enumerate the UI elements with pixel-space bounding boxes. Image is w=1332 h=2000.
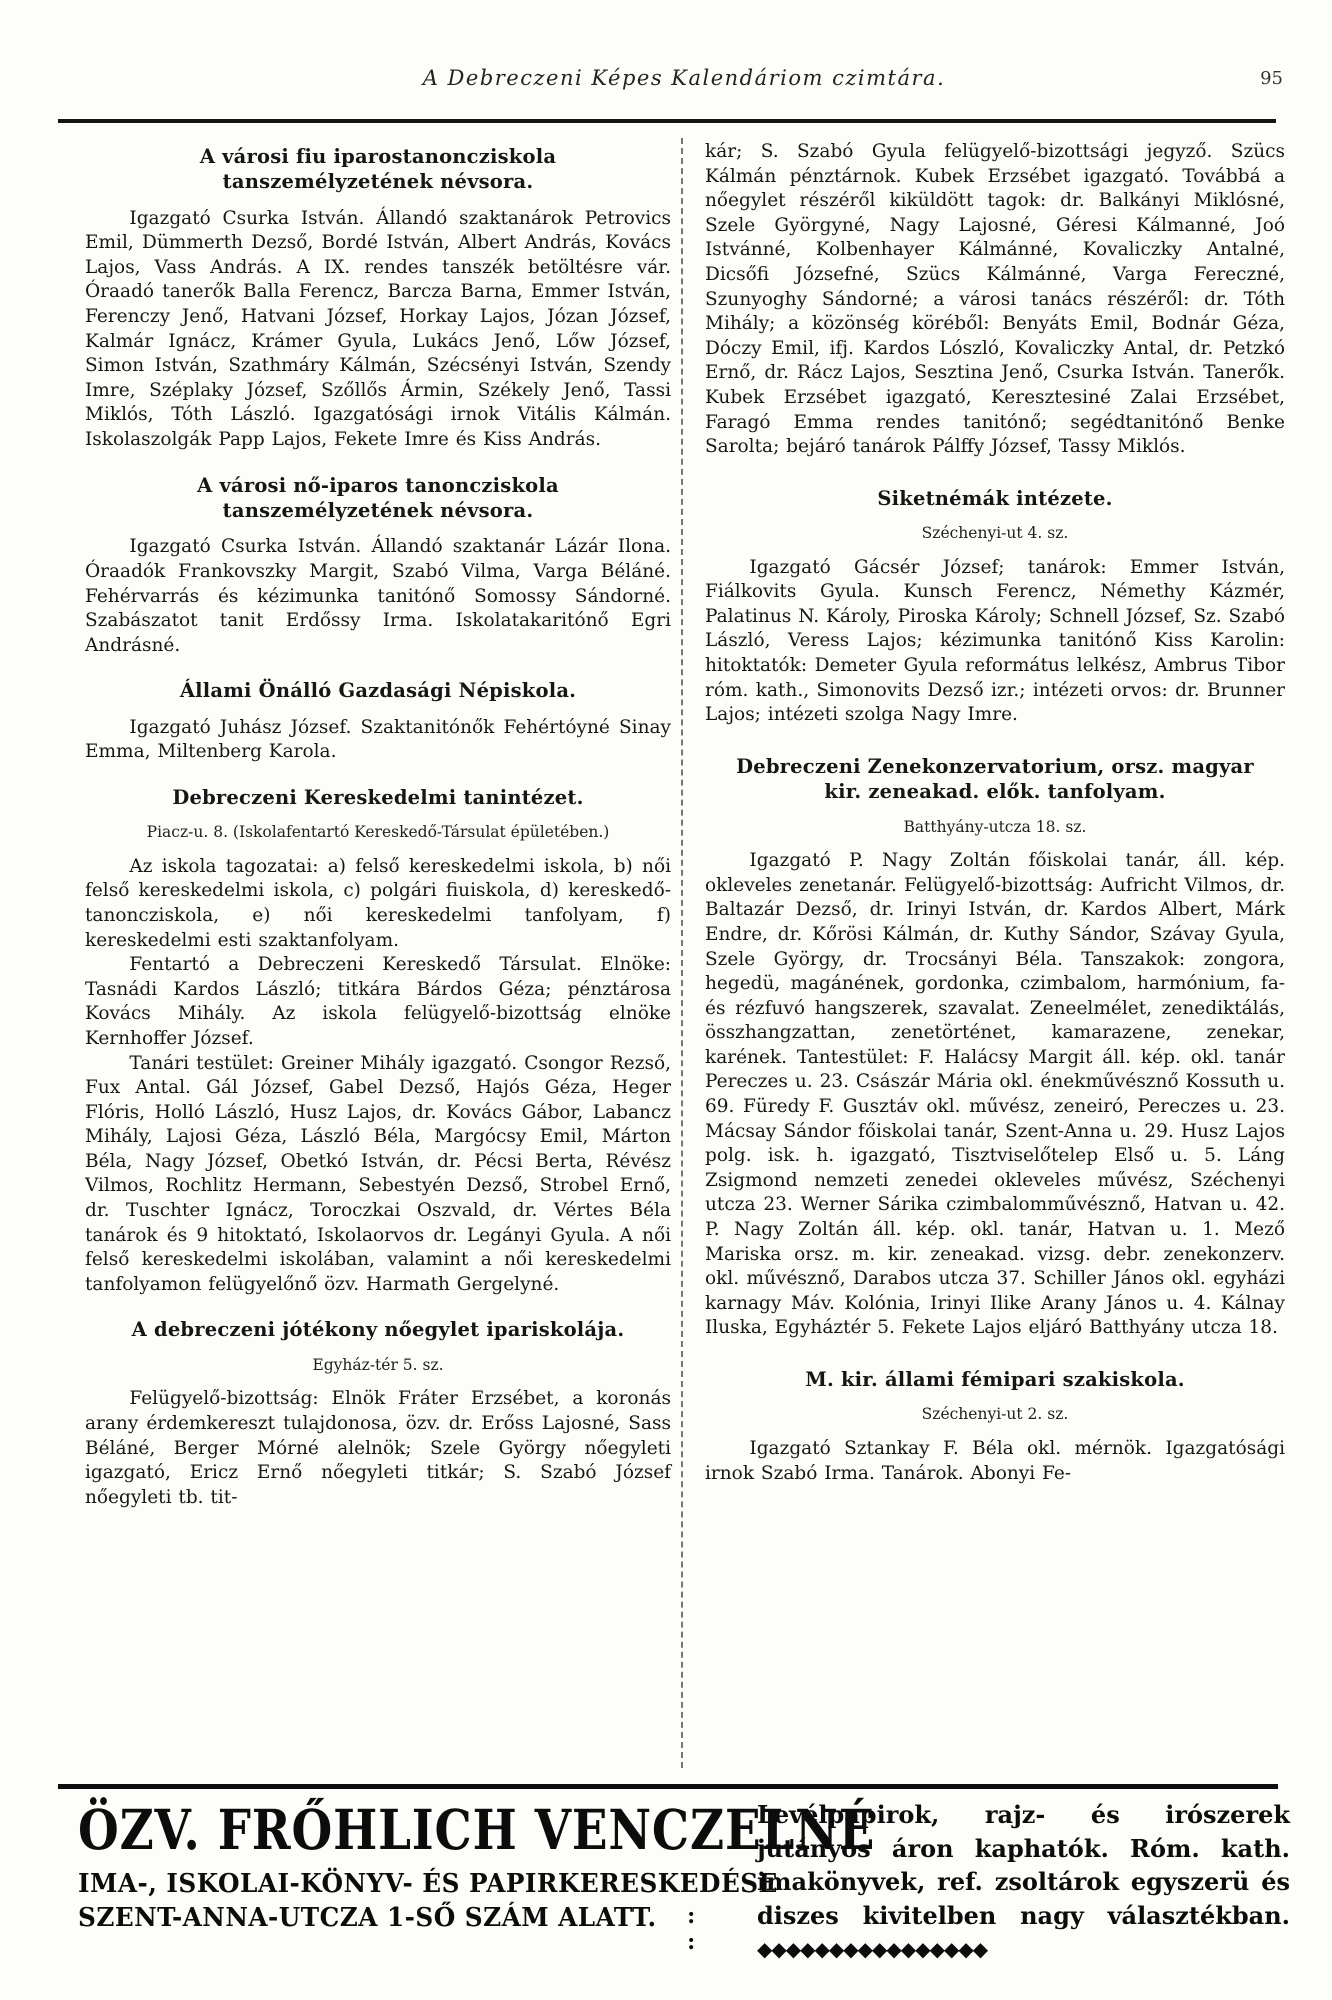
section-heading: Siketnémák intézete.	[877, 486, 1113, 510]
paragraph: Igazgató Juhász József. Szaktanitónők Fehértóyné Sinay Emma, Miltenberg Karola.	[85, 716, 671, 763]
ad-colon-mark: : :	[687, 1903, 698, 1956]
paragraph: Igazgató Csurka István. Állandó szaktanár Lázár Ilona. Óraadók Frankovszky Margit, Szabó Vilma, Varga Béláné. Fehérvarrás és kézimunka tanitónő Somossy Sándorné. Szabászatot tanit Erdőssy Irma. Iskolatakaritónő Egri Andrásné.	[85, 536, 671, 656]
section-heading: Állami Önálló Gazdasági Népiskola.	[179, 679, 577, 703]
column-separator	[681, 138, 683, 1768]
section-kereskedelmi-tanintezet	[85, 785, 671, 1298]
section-jotekony-noegylet-ipariskolaja	[85, 1317, 671, 1510]
left-column	[85, 140, 671, 1530]
paragraph: Igazgató Sztankay F. Béla okl. mérnök. Igazgatósági irnok Szabó Irma. Tanárok. Abonyi Fe-	[705, 1437, 1285, 1484]
page-header	[85, 66, 1283, 100]
section-gazdasagi-nepiskola	[85, 678, 671, 765]
paragraph: Az iskola tagozatai: a) felső kereskedelmi iskola, b) női felső kereskedelmi iskola, c) polgári fiuiskola, d) kereskedő-tanoncziskola, e) női kereskedelmi tanfolyam, f) kereskedelmi esti szaktanfolyam.	[85, 855, 671, 951]
section-heading: A városi nő-iparos tanoncziskola tanszemélyzetének névsora.	[197, 473, 559, 522]
section-fiu-iparostanoncziskola	[85, 144, 671, 453]
section-no-iparos-tanoncziskola	[85, 473, 671, 659]
section-heading: A városi fiu iparostanoncziskola tanszemélyzetének névsora.	[199, 145, 557, 194]
section-siketnemak-intezete	[705, 486, 1285, 728]
ad-title: ÖZV. FRŐHLICH VENCZELNÉ	[78, 1797, 876, 1862]
ad-address-row	[78, 1903, 718, 1955]
section-subheading: Piacz-u. 8. (Iskolafentartó Kereskedő-Társulat épületében.)	[146, 823, 610, 842]
section-heading: M. kir. állami fémipari szakiskola.	[805, 1368, 1185, 1391]
section-subheading: Széchenyi-ut 2. sz.	[921, 1405, 1069, 1424]
paragraph: Fentartó a Debreczeni Kereskedő Társulat. Elnöke: Tasnádi Kardos László; titkára Bárdos Géza; pénztárosa Kovács Mihály. Az iskola felügyelő-bizottság elnöke Kernhoffer József.	[85, 954, 671, 1049]
ad-subtitle-line: IMA-, ISKOLAI-KÖNYV- ÉS PAPIRKERESKEDÉSE	[78, 1869, 778, 1900]
section-noegylet-continuation	[705, 140, 1285, 460]
paragraph: Igazgató P. Nagy Zoltán főiskolai tanár, áll. kép. okleveles zenetanár. Felügyelő-bizottság: Aufricht Vilmos, dr. Baltazár Dezső, dr. Irinyi István, dr. Kardos Albert, Márk Endre, dr. Kőrösi Kálmán, dr. Kuthy Sándor, Szávay Gyula, Szele György, dr. Trocsányi Béla. Tanszakok: zongora, hegedü, magánének, gordonka, czimbalom, harmónium, fa- és rézfuvó hangszerek, szavalat. Zeneelmélet, zenediktálás, összhangzattan, zenetörténet, kamarazene, zenekar, karének. Tantestület: F. Halácsy Margit áll. kép. okl. tanár Pereczes u. 23. Császár Mária okl. énekművésznő Kossuth u. 69. Füredy F. Gusztáv okl. művész, zeneiró, Pereczes u. 23. Mácsay Sándor főiskolai tanár, Szent-Anna u. 29. Husz Lajos polg. isk. h. igazgató, Tisztviselőtelep Első u. 5. Láng Zsigmond nemzeti zenedei okleveles művész, Széchenyi utcza 23. Werner Sárika czimbalomművésznő, Hatvan u. 42. P. Nagy Zoltán áll. kép. okl. tanár, Hatvan u. 1. Mező Mariska orsz. m. kir. zeneakad. vizsg. debr. zenekonzerv. okl. művésznő, Darabos utcza 37. Schiller János okl. egyházi karnagy Máv. Kolónia, Irinyi Ilike Arany János u. 4. Kálnay Iluska, Egyháztér 5. Fekete Lajos eljáró Batthyány utcza 18.	[705, 850, 1285, 1339]
section-subheading: Széchenyi-ut 4. sz.	[921, 524, 1069, 543]
section-subheading: Egyház-tér 5. sz.	[312, 1355, 444, 1374]
paragraph: kár; S. Szabó Gyula felügyelő-bizottsági jegyző. Szücs Kálmán pénztárnok. Kubek Erzsébet igazgató. Továbbá a nőegylet részéről kiküldött tagok: dr. Balkányi Miklósné, Szele Györgyné, Nagy Lajosné, Géresi Kálmanné, Joó Istvánné, Kolbenhayer Kálmánné, Kovaliczky Antalné, Dicsőfi Józsefné, Szücs Kálmánné, Varga Fereczné, Szunyoghy Sándorné; a városi tanács részéről: dr. Tóth Mihály; a közönség köréből: Benyáts Emil, Bodnár Géza, Dóczy Emil, ifj. Kardos Lószló, Kovaliczky Antal, dr. Petzkó Ernő, dr. Rácz Lajos, Sesztina Jenő, Csurka István. Tanerők. Kubek Erzsébet igazgató, Keresztesiné Zalai Erzsébet, Faragó Emma rendes tanitónő; segédtanitónő Benke Sarolta; bejáró tanárok Pálffy József, Tassy Miklós.	[705, 141, 1285, 458]
section-femipari-szakiskola	[705, 1367, 1285, 1486]
ad-right-text: Levélpapirok, rajz- és irószerek jutányos áron kaphatók. Róm. kath. imakönyvek, ref. zsoltárok egyszerü és diszes kivitelben nagy választékban.	[757, 1800, 1290, 1930]
paragraph: Felügyelő-bizottság: Elnök Fráter Erzsébet, a koronás arany érdemkereszt tulajdonosa, özv. dr. Erőss Lajosné, Sass Béláné, Berger Mórné alelnök; Szele György nőegyleti igazgató, Ericz Ernő nőegyleti titkár; S. Szabó József nőegyleti tb. tit-	[85, 1388, 671, 1508]
paragraph: Igazgató Csurka István. Állandó szaktanárok Petrovics Emil, Dümmerth Dezső, Bordé István, Albert András, Kovács Lajos, Vass András. A IX. rendes tanszék betöltésre vár. Óraadó tanerők Balla Ferencz, Barcza Barna, Emmer István, Ferenczy Jenő, Hatvani József, Horkay Lajos, Józan József, Kalmár Ignácz, Krámer Gyula, Lukács Jenő, Lőw József, Simon István, Szathmáry Kálmán, Szécsényi István, Szendy Imre, Széplaky József, Szőllős Ármin, Székely Jenő, Tassi Miklós, Tóth László. Igazgatósági irnok Vitális Kálmán. Iskolaszolgák Papp Lajos, Fekete Imre és Kiss András.	[85, 207, 671, 451]
paragraph: Igazgató Gácsér József; tanárok: Emmer István, Fiálkovits Gyula. Kunsch Ferencz, Némethy Kázmér, Palatinus N. Károly, Piroska Károly; Schnell József, Sz. Szabó László, Veress Lajos; kézimunka tanitónő Kiss Karolin: hitoktatók: Demeter Gyula református lelkész, Ambrus Tibor róm. kath., Simonovits Dezső izr.; intézeti orvos: dr. Brunner Lajos; intézeti szolga Nagy Imre.	[705, 556, 1285, 726]
footer-rule	[58, 1784, 1278, 1789]
right-column	[705, 140, 1285, 1512]
running-title: A Debreczeni Képes Kalendáriom czimtára.	[422, 66, 946, 90]
section-zenekonzervatorium	[705, 754, 1285, 1341]
section-subheading: Batthyány-utcza 18. sz.	[903, 817, 1087, 836]
section-heading: A debreczeni jótékony nőegylet ipariskolája.	[131, 1318, 625, 1342]
section-heading: Debreczeni Zenekonzervatorium, orsz. magyar kir. zeneakad. elők. tanfolyam.	[736, 754, 1254, 804]
diamond-row-decor: ◆◆◆◆◆◆◆◆◆◆◆◆◆◆◆◆	[757, 1937, 988, 1962]
advertisement	[78, 1798, 1290, 1966]
ad-left-block	[78, 1797, 876, 1966]
section-heading: Debreczeni Kereskedelmi tanintézet.	[172, 785, 584, 809]
paragraph: Tanári testület: Greiner Mihály igazgató. Csongor Rezső, Fux Antal. Gál József, Gabel Dezső, Hajós Géza, Heger Flóris, Holló László, Husz Lajos, dr. Kovács Gábor, Labancz Mihály, Lajosi Géza, László Béla, Margócsy Emil, Márton Béla, Nagy József, Obetkó István, dr. Pécsi Berta, Révész Vilmos, Rochlitz Hermann, Sebestyén Dezső, Strobel Ernő, dr. Tuschter Ignácz, Toroczkai Oszvald, dr. Vértes Béla tanárok és 9 hitoktató, Iskolaorvos dr. Legányi Gyula. A női felső kereskedelmi iskolában, valamint a női kereskedelmi tanfolyamon felügyelőnő özv. Harmath Gergelyné.	[85, 1052, 671, 1295]
page-number: 95	[1260, 68, 1283, 89]
ad-address-line: SZENT-ANNA-UTCZA 1-SŐ SZÁM ALATT.	[78, 1903, 657, 1934]
header-rule	[58, 119, 1276, 123]
